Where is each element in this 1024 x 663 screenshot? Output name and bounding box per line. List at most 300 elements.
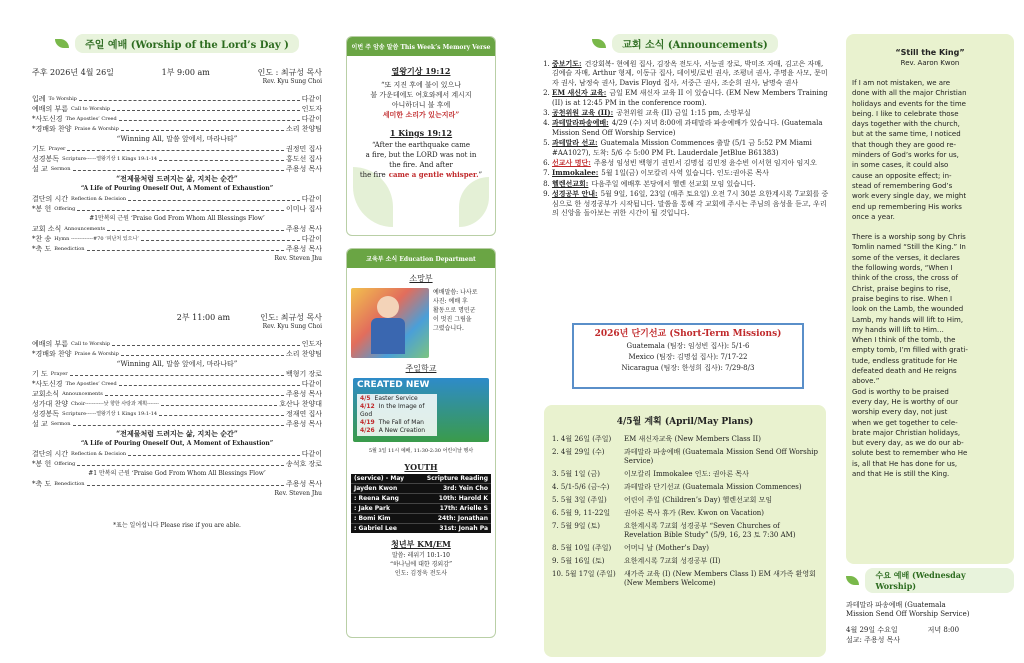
column-line: There is a worship song by Chris [852, 233, 966, 242]
service2-heading [32, 312, 322, 323]
dotted-leader [112, 110, 300, 111]
order-person: 권정민 집사 [285, 145, 322, 153]
youth-row [351, 523, 491, 533]
order-sub: Offering [54, 461, 76, 467]
dotted-leader [128, 455, 300, 456]
announcement-item [552, 108, 830, 118]
sunday-school-title: 주일학교 [405, 364, 437, 373]
created-new-title: CREATED NEW [357, 380, 430, 390]
column-line: stead of remembering God’s [852, 181, 953, 190]
order-row [32, 369, 322, 379]
announcement-label: Immokalee: [552, 168, 599, 178]
service2-leader: 인도: 최규성 목사 [260, 313, 322, 322]
service2-list-d [32, 479, 322, 489]
announcement-item [552, 158, 830, 168]
announcement-item [552, 118, 830, 138]
order-row [32, 224, 322, 234]
service1-sermon-kr: “전제물처럼 드려지는 삶, 지치는 순간” [116, 174, 238, 183]
order-row [32, 154, 322, 164]
dotted-leader [141, 240, 300, 241]
memory-ref-en: 1 Kings 19:12 [389, 128, 453, 138]
dotted-leader [79, 100, 300, 101]
announcement-list [540, 59, 830, 219]
plan-row [552, 542, 818, 555]
column-line: empty tomb, I’m filled with grati- [852, 346, 968, 355]
leaf-decoration [459, 177, 489, 227]
order-row [32, 194, 322, 204]
order-row [32, 114, 322, 124]
order-person: 다같이 [301, 235, 322, 243]
order-sub: Scripture------열왕기상 1 Kings 19:1-14 [62, 156, 158, 162]
km-line: 말씀: 레위기 10:1-10 [392, 552, 450, 559]
order-row [32, 449, 322, 459]
order-label: 성경봉독 [32, 410, 60, 418]
order-row [32, 144, 322, 154]
announcements-column [540, 0, 830, 219]
order-label: 교회 소식 [32, 225, 62, 233]
service2-sermon-kr: “전제물처럼 드려지는 삶, 지치는 순간” [116, 429, 238, 438]
order-sub: The Apostles’ Creed [65, 116, 117, 122]
plan-date: 7. 5월 9일 (토) [552, 522, 601, 530]
order-label: *봉 헌 [32, 205, 52, 213]
school-note: 5월 3일 11시 예배, 11:30-2:30 어린이날 행사 [368, 448, 474, 454]
order-sub: Prayer [50, 371, 68, 377]
order-label: *경배와 찬양 [32, 125, 72, 133]
plan-date: 8. 5월 10일 (주일) [552, 544, 612, 552]
order-person: 소리 찬양팀 [285, 350, 322, 358]
youth-cell: 24th: Jonathan [437, 515, 488, 522]
announcement-label: 중보기도: [552, 59, 582, 68]
km-lines [347, 551, 495, 578]
service2-time: 2부 11:00 am [176, 313, 231, 322]
column-line: above.” [852, 377, 880, 386]
column-line: When I think of the tomb, the [852, 336, 956, 345]
order-person: 홍도선 집사 [285, 155, 322, 163]
column-line: but every day, as we do our ab- [852, 439, 964, 448]
announcement-label: 헬렌선교회: [552, 178, 589, 188]
created-new-banner [353, 378, 489, 442]
announcement-text: 공천위원 교육 (II) 금일 1:15 pm, 소망부실 [616, 109, 751, 118]
mission-line: Guatemala (팀장: 임성빈 집사): 5/1-6 [626, 342, 750, 350]
column-line: Christ, praise begins to rise, [852, 284, 951, 293]
youth-table [351, 474, 491, 533]
order-sub: Choir-----------낮 향한 사랑과 계획------- [71, 401, 159, 407]
plan-row [552, 494, 818, 507]
memory-ref-kr: 열왕기상 19:12 [391, 66, 451, 76]
column-line: brate major Christian holidays, [852, 428, 961, 437]
somang-text [433, 288, 478, 358]
service2-offering-song: #1 만복의 근원 ‘Praise God From Whom All Blessings Flow’ [88, 470, 266, 477]
service1-time: 1부 9:00 am [161, 68, 210, 77]
announcement-text: 건강회복- 현예원 집사, 김장옥 전도사, 서능권 장로, 박미조 자매, 김고은 자매, 김예슬 자매, Arthur 형제, 이동규 집사, 데이빗/로빈 권사, 조평녀 권사, 주명윤 사모, 문미자 권사, 남정숙 권사, Davis Floyd 집사, 서중근 권사, 조순희 권사, 남명숙 권사 [552, 60, 828, 87]
service2-song: “Winning All, 말씀 앞에서, 마라나타” [116, 360, 238, 368]
memory-en-line: a fire, but the LORD was not in [365, 151, 477, 159]
service1-song: “Winning All, 말씀 앞에서, 마라나타” [116, 135, 238, 143]
wednesday-line1: 과테말라 파송예배 (Guatemala [846, 601, 946, 609]
plans-panel [544, 405, 826, 657]
plans-title: 4/5월 계획 (April/May Plans) [616, 417, 754, 427]
plan-text: 요한계시록 7교회 성경공부 (II) [624, 557, 721, 565]
lesson-title: In the Image of God [360, 403, 425, 418]
worship-header-text: 주일 예배 (Worship of the Lord’s Day ) [75, 34, 299, 53]
order-label: *봉 헌 [32, 460, 52, 468]
announcement-item [552, 88, 830, 108]
plan-text: 이모칼리 Immokalee 인도: 권아론 목사 [624, 470, 749, 478]
order-sub: Hymn -------------#70 ‘피난처 있으니’ [54, 236, 139, 242]
wednesday-section [846, 568, 1014, 645]
lesson-title: Easter Service [374, 395, 418, 402]
service2-leader-en: Rev. Kyu Sung Choi [262, 323, 322, 330]
announcement-text: 다음주일 예배후 본당에서 헬렌 선교회 모임 있습니다. [591, 179, 756, 188]
order-row [32, 164, 322, 174]
rise-note: *표는 일어섭니다 Please rise if you are able. [113, 522, 241, 529]
youth-row [351, 493, 491, 503]
somang-line: 예배말씀: 나사로 [433, 289, 478, 296]
order-label: 결단의 시간 [32, 195, 69, 203]
column-line: the following words, “When I [852, 264, 953, 273]
missions-box [572, 323, 804, 389]
memory-verse-kr [353, 80, 489, 110]
km-line: 인도: 김정욱 전도사 [394, 570, 448, 577]
dotted-leader [87, 485, 284, 486]
wednesday-header [846, 568, 1014, 593]
column-line: in some cases, it could also [852, 161, 949, 170]
memory-en-close: ” [478, 171, 483, 179]
column-line: days together with the church, [852, 120, 960, 129]
missions-title: 2026년 단기선교 (Short-Term Missions) [594, 329, 782, 339]
service2-closing: Rev. Steven Jhu [274, 490, 322, 497]
service1-list-d [32, 224, 322, 254]
youth-cell: 17th: Arielle S [439, 505, 488, 512]
mission-line: Nicaragua (팀장: 한성희 집사): 7/29-8/3 [621, 364, 755, 372]
youth-row [351, 513, 491, 523]
service1-list-a [32, 94, 322, 134]
wednesday-header-text: 수요 예배 (Wednesday Worship) [865, 568, 1014, 593]
youth-cell: Jayden Kwon [354, 485, 398, 492]
column-line: worship every day, not just [852, 408, 948, 417]
wednesday-line2: Mission Send Off Worship Service) [846, 610, 970, 618]
order-person: 다같이 [301, 195, 322, 203]
plan-text: 과테말라 단기선교 (Guatemala Mission Commences) [624, 483, 802, 491]
somang-line: 활동으로 명민군 [433, 307, 476, 314]
youth-head-cell: Scripture Reading [426, 475, 488, 482]
announcement-text: 4/29 (수) 저녁 8:00에 과테말라 파송예배가 있습니다. (Guatemala Mission Send Off Worship Service) [552, 119, 823, 137]
plan-date: 2. 4월 29일 (수) [552, 448, 605, 456]
column-line: look on the Lamb, the wounded [852, 305, 964, 314]
child-face [377, 296, 399, 318]
order-sub: Offering [54, 206, 76, 212]
order-row [32, 399, 322, 409]
plan-date: 6. 5월 9, 11-22일 [552, 509, 611, 517]
order-sub: Benediction [54, 481, 85, 487]
order-label: 입례 [32, 95, 46, 103]
order-person: 이미나 집사 [285, 205, 322, 213]
order-sub: Reflection & Decision [71, 451, 127, 457]
plan-text: 새가족 교육 (I) (New Members Class I) EM 새가족 환영회 (New Members Welcome) [624, 570, 816, 587]
announcement-item [552, 59, 830, 88]
lesson-row [360, 395, 434, 403]
column-line: Lamb, my hands will lift to Him, [852, 315, 964, 324]
somang-line: 그렸습니다. [433, 325, 464, 332]
memory-kr-line: 아니하더니 불 후에 [391, 101, 451, 109]
order-row [32, 244, 322, 254]
announcement-item [552, 179, 830, 189]
column-line: is, all that He has done for us, [852, 459, 958, 468]
youth-cell: : Reena Kang [354, 495, 399, 502]
memory-verse-header: 이번 주 암송 말씀 This Week’s Memory Verse [347, 37, 495, 56]
announcements-header [540, 34, 830, 53]
memory-en-line: the fire came a gentle whisper.” [359, 170, 483, 179]
announcement-label: EM 새신자 교육: [552, 88, 607, 98]
column-line: holidays and events for the time [852, 99, 966, 108]
dotted-leader [70, 375, 284, 376]
column-line: some of the verses, it declares [852, 253, 960, 262]
order-label: 예배의 부름 [32, 105, 69, 113]
order-sub: Announcements [62, 391, 103, 397]
column-line: once a year. [852, 212, 895, 221]
column-author: Rev. Aaron Kwon [900, 59, 960, 67]
order-person: 송석호 장로 [285, 460, 322, 468]
order-label: *사도신경 [32, 115, 63, 123]
wednesday-datetime [846, 625, 1014, 635]
memory-en-line: “After the earthquake came [371, 141, 471, 149]
order-person: 다같이 [301, 450, 322, 458]
service2-list-b [32, 369, 322, 429]
service1-leader-en: Rev. Kyu Sung Choi [262, 78, 322, 85]
order-label: 기도 [32, 145, 46, 153]
announcements-header-text: 교회 소식 (Announcements) [612, 34, 778, 53]
memory-en-highlight: came a gentle whisper. [388, 170, 479, 179]
announcement-text: 5월 9일, 16일, 23일 (매주 토요일) 오전 7시 30분 요한계시록 7교회를 중심으로 한 성경공부가 시작됩니다. 말씀을 통해 각 교회에 주시는 주님의 음성을 듣고, 우리의 신앙을 돌아보는 귀한 시간이 될 것입니다. [552, 190, 829, 218]
order-sub: Praise & Worship [74, 126, 119, 132]
column-line: praise begins to rise. When I [852, 294, 953, 303]
plan-text: EM 새신자교육 (New Members Class II) [624, 435, 761, 443]
order-sub: The Apostles’ Creed [65, 381, 117, 387]
column-line: that though they are good re- [852, 140, 957, 149]
order-label: *찬 송 [32, 235, 52, 243]
plan-date: 3. 5월 1일 (금) [552, 470, 601, 478]
wednesday-date: 4월 29일 수요일 [846, 626, 898, 634]
announcement-label: 과테말라 선교: [552, 138, 598, 148]
order-row [32, 234, 322, 244]
column-line: tude, endless gratitude for He [852, 356, 958, 365]
mission-line: Mexico (팀장: 김명섭 집사): 7/17-22 [628, 353, 748, 361]
order-sub: Sermon [50, 166, 71, 172]
announcement-text: Guatemala Mission Commences 출발 (5/1 금 5:52 PM Miami #AA1027), 도착: 5/6 수 5:00 PM Ft. Lauderdale JetBlue B61383) [552, 139, 812, 157]
wednesday-time: 저녁 8:00 [927, 626, 960, 634]
child-drawing-photo [351, 288, 429, 358]
order-person: 백형기 장로 [285, 370, 322, 378]
pastor-column-panel [846, 34, 1014, 564]
youth-cell: : Gabriel Lee [354, 525, 397, 532]
plan-row [552, 520, 818, 542]
somang-title: 소망부 [409, 274, 433, 283]
order-label: *축 도 [32, 480, 52, 488]
dotted-leader [107, 230, 284, 231]
order-sub: Scripture------열왕기상 1 Kings 19:1-14 [62, 411, 158, 417]
youth-cell: : Bomi Kim [354, 515, 391, 522]
leaf-icon [55, 39, 69, 48]
dotted-leader [119, 385, 300, 386]
announcement-label: 성경공부 안내: [552, 189, 598, 199]
service2-list-a [32, 339, 322, 359]
plan-date: 1. 4월 26일 (주일) [552, 435, 612, 443]
dotted-leader [121, 355, 284, 356]
order-person: 주용성 목사 [285, 165, 322, 173]
order-label: 성경봉독 [32, 155, 60, 163]
plan-text: 어머니 날 (Mother’s Day) [624, 544, 709, 552]
order-row [32, 94, 322, 104]
wednesday-preacher: 설교: 주용성 목사 [846, 636, 901, 644]
plan-text: 권아론 목사 휴가 (Rev. Kwon on Vacation) [624, 509, 765, 517]
youth-cell: 31st: Jonah Pa [439, 525, 488, 532]
worship-header [32, 34, 322, 53]
somang-line: 이 멋진 그림을 [433, 316, 472, 323]
lesson-row [360, 403, 434, 419]
lesson-date: 4/5 [360, 395, 371, 402]
dotted-leader [77, 465, 284, 466]
order-person: 다같이 [301, 95, 322, 103]
plan-row [552, 507, 818, 520]
memory-verse-kr-highlight: 세미한 소리가 있는지라” [382, 110, 460, 119]
plan-date: 9. 5월 16일 (토) [552, 557, 605, 565]
announcement-item [552, 138, 830, 158]
dotted-leader [77, 210, 284, 211]
column-line: and that He is still the King. [852, 469, 950, 478]
dotted-leader [121, 130, 284, 131]
column-line: God is worthy to be praised [852, 387, 949, 396]
youth-title: YOUTH [404, 462, 438, 472]
column-title: “Still the King” [895, 48, 965, 57]
service-date: 주후 2026년 4월 26일 [32, 68, 114, 77]
order-person: 주용성 목사 [285, 225, 322, 233]
plan-text: 요한계시록 7교회 성경공부 “Seven Churches of Revelation Bible Study” (5/9, 16, 23 토 7:30 AM) [624, 522, 796, 539]
plan-text: 어린이 주일 (Children’s Day) 헬렌선교회 모임 [624, 496, 773, 504]
order-label: 교회소식 [32, 390, 60, 398]
column-line: but at the same time, I noticed [852, 130, 961, 139]
plan-row [552, 433, 818, 446]
order-label: 예배의 부름 [32, 340, 69, 348]
column-line: cause an opposite effect; in- [852, 171, 952, 180]
order-sub: Benediction [54, 246, 85, 252]
column-line: my hands will lift to Him… [852, 325, 944, 334]
order-person: 정재연 집사 [285, 410, 322, 418]
education-header: 교육부 소식 Education Department [347, 249, 495, 268]
column-line: work every single day, we might [852, 192, 967, 201]
plan-date: 10. 5월 17일 (주일) [552, 570, 616, 578]
column-line: defeated death and He reigns [852, 367, 957, 376]
child-shirt [371, 318, 405, 354]
column-paragraph-1 [846, 68, 1014, 222]
order-person: 호산나 찬양대 [279, 400, 322, 408]
column-line: every day, He is worthy of our [852, 397, 958, 406]
order-sub: Praise & Worship [74, 351, 119, 357]
order-person: 주용성 목사 [285, 480, 322, 488]
dotted-leader [161, 405, 277, 406]
order-row [32, 339, 322, 349]
leaf-icon [592, 39, 606, 48]
service1-leader: 인도 : 최규성 목사 [257, 68, 322, 77]
order-row [32, 204, 322, 214]
order-row [32, 104, 322, 114]
order-row [32, 389, 322, 399]
memory-kr-line: “또 지진 후에 불이 있으나 [380, 81, 462, 89]
plan-row [552, 555, 818, 568]
plan-date: 4. 5/1-5/6 (금-수) [552, 483, 610, 491]
order-row [32, 124, 322, 134]
order-person: 인도자 [301, 340, 322, 348]
youth-table-head [351, 474, 491, 483]
dotted-leader [159, 160, 284, 161]
column-line: think of the cross, the cross of [852, 274, 958, 283]
order-sub: Reflection & Decision [71, 196, 127, 202]
order-label: 설 교 [32, 420, 48, 428]
service2-list-c [32, 449, 322, 469]
order-row [32, 409, 322, 419]
youth-cell: 10th: Harold K [438, 495, 488, 502]
service1-list-b [32, 144, 322, 174]
service1-closing: Rev. Steven Jhu [274, 255, 322, 262]
order-sub: Prayer [48, 146, 66, 152]
memory-en-line: the fire. And after [389, 161, 453, 169]
order-label: *경배와 찬양 [32, 350, 72, 358]
order-row [32, 349, 322, 359]
youth-head-cell: (service) - May [354, 475, 405, 482]
service2-sermon-en: “A Life of Pouring Oneself Out, A Moment of Exhaustion” [80, 440, 274, 447]
service1-offering-song: #1만복의 근원 ‘Praise God From Whom All Blessings Flow’ [89, 215, 265, 222]
column-line: If I am not mistaken, we are [852, 79, 951, 87]
memory-verse-en [353, 140, 489, 180]
dotted-leader [73, 425, 284, 426]
worship-order-column [32, 0, 322, 531]
lesson-date: 4/19 [360, 419, 375, 426]
order-row [32, 459, 322, 469]
order-sub: To Worship [48, 96, 77, 102]
dotted-leader [112, 345, 300, 346]
service1-sermon-en: “A Life of Pouring Oneself Out, A Moment of Exhaustion” [80, 185, 274, 192]
youth-cell: : Jake Park [354, 505, 390, 512]
column-paragraph-3 [846, 387, 1014, 480]
order-row [32, 479, 322, 489]
order-label: 설 교 [32, 165, 48, 173]
announcement-text: 금일 EM 새신자 교육 II 이 있습니다. (EM New Members Training (II) is at 12:45 PM in the conference room). [552, 89, 828, 107]
dotted-leader [67, 150, 284, 151]
memory-verse-card [346, 36, 496, 236]
service1-list-c [32, 194, 322, 214]
order-sub: Call to Worship [71, 341, 111, 347]
dotted-leader [159, 415, 284, 416]
order-person: 주용성 목사 [285, 390, 322, 398]
dotted-leader [73, 170, 284, 171]
announcement-text: 5월 1일(금) 이모칼리 사역 있습니다. 인도:권아론 목사 [601, 169, 769, 178]
order-sub: Announcements [64, 226, 106, 232]
plan-row [552, 468, 818, 481]
lesson-row [360, 419, 434, 427]
dotted-leader [128, 200, 300, 201]
announcement-item [552, 168, 830, 178]
km-title: 청년부 KM/EM [391, 539, 451, 549]
order-label: 결단의 시간 [32, 450, 69, 458]
column-line: being. I like to celebrate those [852, 109, 959, 118]
announcement-label: 선교사 명단: [552, 158, 591, 168]
service1-heading [32, 67, 322, 78]
youth-row [351, 503, 491, 513]
lesson-row [360, 427, 434, 435]
column-line: when we get together to cele- [852, 418, 958, 427]
order-person: 주용성 목사 [285, 245, 322, 253]
order-person: 다같이 [301, 380, 322, 388]
plans-list [544, 427, 826, 590]
